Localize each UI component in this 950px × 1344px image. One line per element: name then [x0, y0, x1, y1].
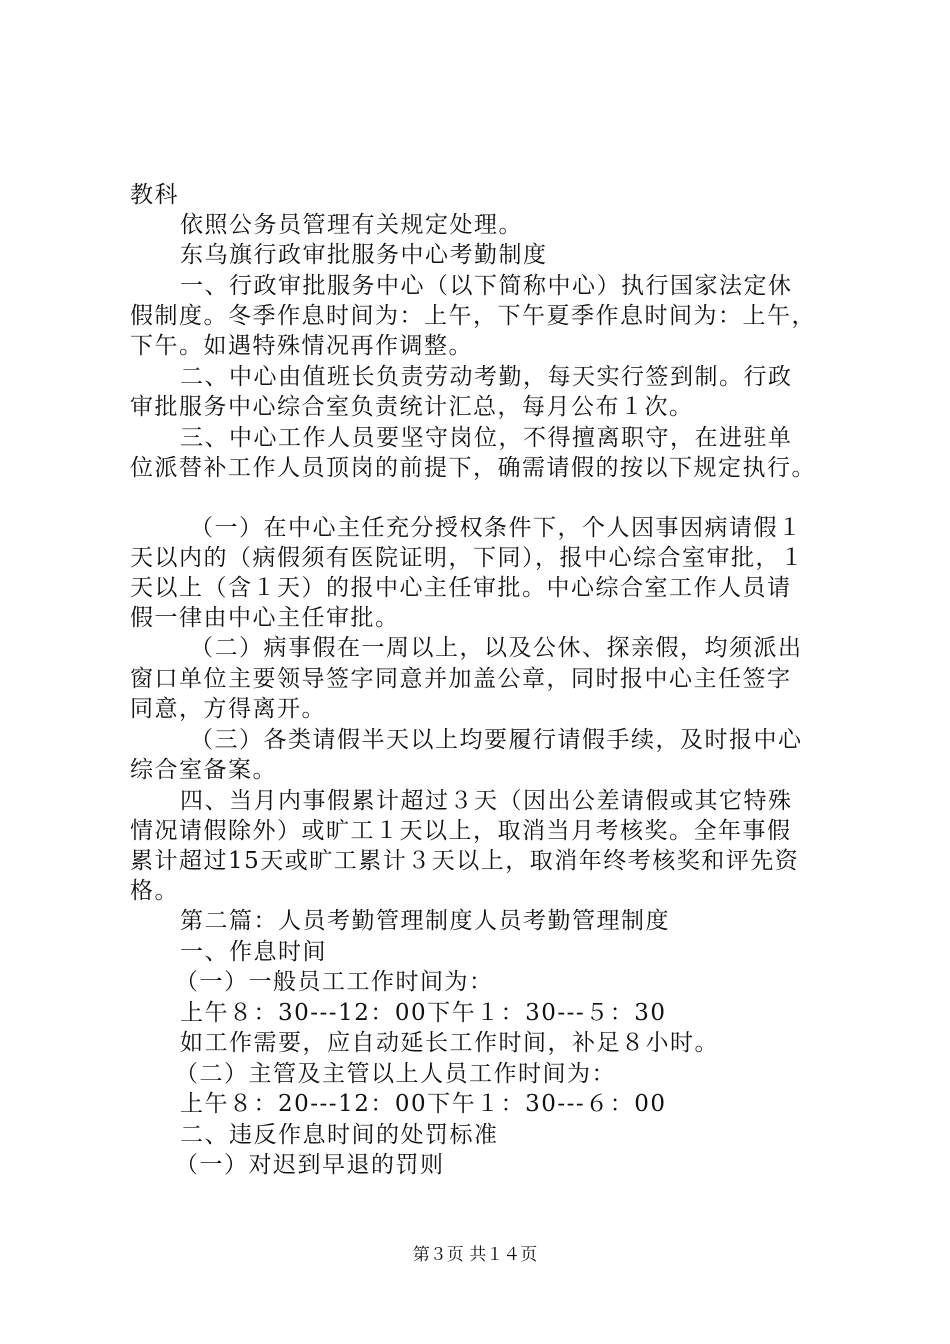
text-line: 如工作需要，应自动延长工作时间，补足８小时。 [180, 1030, 719, 1056]
text-line: （二）病事假在一周以上，以及公休、探亲假，均须派出 [190, 635, 803, 661]
text-line: 依照公务员管理有关规定处理。 [180, 212, 523, 238]
text-line: 窗口单位主要领导签字同意并加盖公章，同时报中心主任签字 [130, 666, 792, 692]
section-title: 第二篇：人员考勤管理制度人员考勤管理制度 [180, 908, 670, 934]
section-title: 东乌旗行政审批服务中心考勤制度 [180, 242, 548, 268]
text-line: 四、当月内事假累计超过３天（因出公差请假或其它特殊 [180, 788, 793, 814]
text-line: 下午。如遇特殊情况再作调整。 [130, 333, 473, 359]
text-line: 三、中心工作人员要坚守岗位，不得擅离职守，在进驻单 [180, 425, 793, 451]
text-line: 格。 [130, 878, 179, 904]
text-line: 一、作息时间 [180, 939, 327, 965]
text-line: （一）对迟到早退的罚则 [175, 1152, 445, 1178]
text-line: 天以内的（病假须有医院证明，下同），报中心综合室审批，１ [130, 545, 805, 571]
text-line: 二、中心由值班长负责劳动考勤，每天实行签到制。行政 [180, 364, 793, 390]
text-line: 位派替补工作人员顶岗的前提下，确需请假的按以下规定执行。 [130, 455, 816, 481]
text-line: （二）主管及主管以上人员工作时间为： [175, 1061, 616, 1087]
text-line: 教科 [130, 182, 179, 208]
text-line: 上午８：20---12：00下午１：30---６：00 [180, 1091, 667, 1117]
text-line: 一、行政审批服务中心（以下简称中心）执行国家法定休 [180, 273, 793, 299]
text-line: 假一律由中心主任审批。 [130, 605, 400, 631]
text-line: 审批服务中心综合室负责统计汇总，每月公布１次。 [130, 394, 694, 420]
text-line: 上午８：30---12：00下午１：30---５：30 [180, 1000, 667, 1026]
text-line: 情况请假除外）或旷工１天以上，取消当月考核奖。全年事假 [130, 818, 792, 844]
text-line: （一）一般员工工作时间为： [175, 969, 494, 995]
text-line: 天以上（含１天）的报中心主任审批。中心综合室工作人员请 [130, 575, 792, 601]
text-line: 假制度。冬季作息时间为：上午，下午夏季作息时间为：上午， [130, 303, 816, 329]
page-number: 第３页 共１４页 [412, 1245, 538, 1265]
text-line: （一）在中心主任充分授权条件下，个人因事因病请假１ [190, 515, 803, 541]
text-line: 同意，方得离开。 [130, 696, 326, 722]
text-line: 综合室备案。 [130, 757, 277, 783]
text-line: 二、违反作息时间的处罚标准 [180, 1122, 499, 1148]
text-line: 累计超过15天或旷工累计３天以上，取消年终考核奖和评先资 [130, 848, 800, 874]
text-line: （三）各类请假半天以上均要履行请假手续，及时报中心 [190, 727, 803, 753]
